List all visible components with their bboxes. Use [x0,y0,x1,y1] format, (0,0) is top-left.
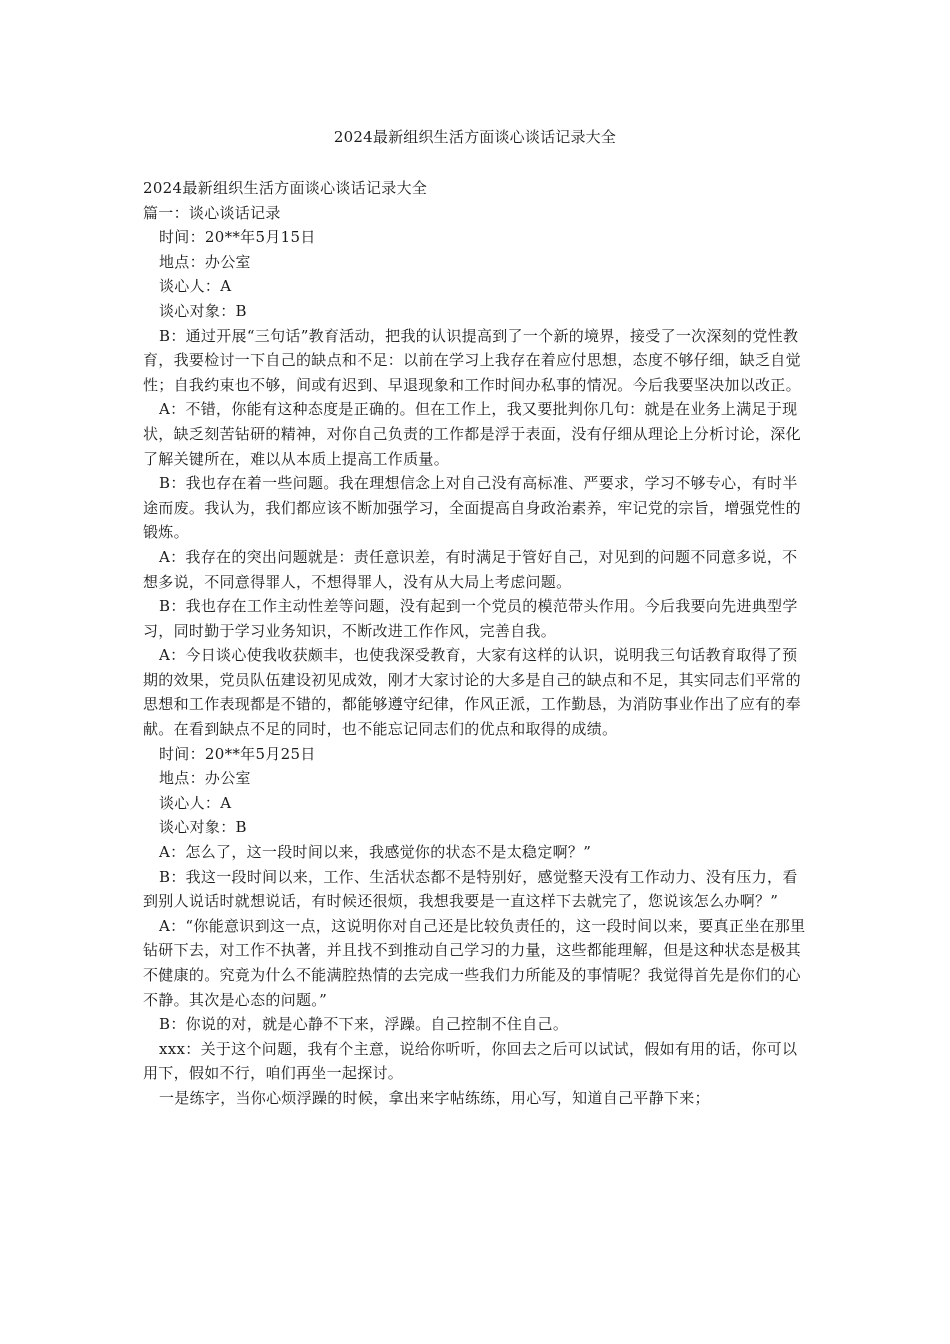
dialogue-paragraph: xxx：关于这个问题，我有个主意，说给你听听，你回去之后可以试试，假如有用的话，你可以用下，假如不行，咱们再坐一起探讨。 [143,1039,798,1083]
dialogue-paragraph: A：我存在的突出问题就是：责任意识差，有时满足于管好自己，对见到的问题不同意多说，不想多说，不同意得罪人，不想得罪人，没有从大局上考虑问题。 [143,547,798,591]
record1-time: 时间：20**年5月15日 [159,228,316,247]
document-title: 2024最新组织生活方面谈心谈话记录大全 [333,128,617,146]
dialogue-paragraph: A：今日谈心使我收获颇丰，也使我深受教育，大家有这样的认识，说明我三句话教育取得了预期的效果，党员队伍建设初见成效，刚才大家讨论的大多是自己的缺点和不足，其实同志们平常的思想和工作表现都是不错的，都能够遵守纪律，作风正派，工作勤恳，为消防事业作出了应有的奉献。在看到缺点不足的同时，也不能忘记同志们的优点和取得的成绩。 [143,646,801,739]
dialogue-paragraph: 一是练字，当你心烦浮躁的时候，拿出来字帖练练，用心写，知道自己平静下来； [159,1088,710,1107]
dialogue-paragraph: B：我也存在着一些问题。我在理想信念上对自己没有高标准、严要求，学习不够专心，有时半途而废。我认为，我们都应该不断加强学习，全面提高自身政治素养，牢记党的宗旨，增强党性的锻炼。 [143,474,801,542]
dialogue-paragraph: A：“你能意识到这一点，这说明你对自己还是比较负责任的，这一段时间以来，要真正坐在那里钻研下去，对工作不执著，并且找不到推动自己学习的力量，这些都能理解，但是这种状态是极其不健康的。究竟为什么不能满腔热情的去完成一些我们力所能及的事情呢？我觉得首先是你们的心不静。其次是心态的问题。” [143,916,806,1009]
dialogue-paragraph: B：你说的对，就是心静不下来，浮躁。自己控制不住自己。 [159,1015,569,1034]
record1-speaker: 谈心人：A [159,277,232,296]
document-subtitle: 2024最新组织生活方面谈心谈话记录大全 [143,179,428,197]
record2-speaker: 谈心人：A [159,793,232,812]
dialogue-paragraph: B：我这一段时间以来，工作、生活状态都不是特别好，感觉整天没有工作动力、没有压力，看到别人说话时就想说话，有时候还很烦，我想我要是一直这样下去就完了，您说该怎么办啊？” [143,867,798,911]
dialogue-paragraph: B：通过开展“三句话”教育活动，把我的认识提高到了一个新的境界，接受了一次深刻的党性教育，我要检讨一下自己的缺点和不足：以前在学习上我存在着应付思想，态度不够仔细，缺乏自觉性；自我约束也不够，间或有迟到、早退现象和工作时间办私事的情况。今后我要坚决加以改正。 [143,326,801,394]
record2-target: 谈心对象：B [159,818,247,837]
section-heading: 篇一：谈心谈话记录 [143,203,281,222]
record2-time: 时间：20**年5月25日 [159,744,316,763]
record2-place: 地点：办公室 [159,769,251,788]
dialogue-paragraph: A：怎么了，这一段时间以来，我感觉你的状态不是太稳定啊？” [159,843,592,862]
dialogue-paragraph: B：我也存在工作主动性差等问题，没有起到一个党员的模范带头作用。今后我要向先进典型学习，同时勤于学习业务知识，不断改进工作作风，完善自我。 [143,597,798,640]
record1-target: 谈心对象：B [159,301,247,320]
dialogue-paragraph: A：不错，你能有这种态度是正确的。但在工作上，我又要批判你几句：就是在业务上满足于现状，缺乏刻苦钻研的精神，对你自己负责的工作都是浮于表面，没有仔细从理论上分析讨论，深化了解关键所在，难以从本质上提高工作质量。 [143,400,801,468]
document-body [143,176,809,1111]
record1-place: 地点：办公室 [159,252,251,271]
